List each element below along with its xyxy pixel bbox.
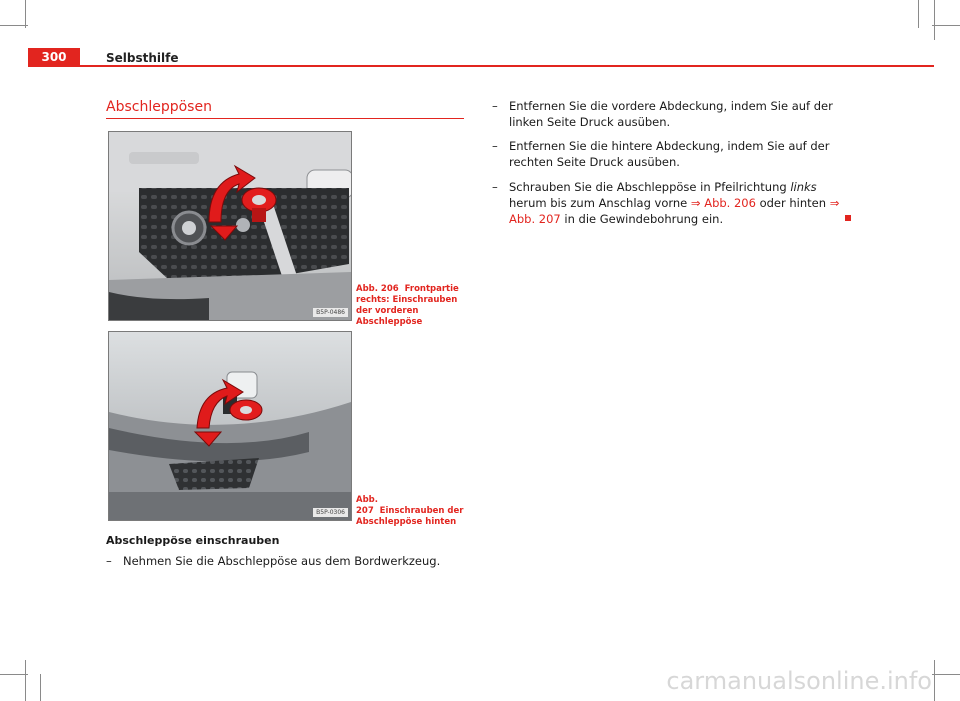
figure-caption <box>356 284 468 328</box>
figure-reference-link[interactable]: ⇒ Abb. 206 <box>690 196 756 210</box>
crop-mark <box>0 25 28 26</box>
list-item-text: Nehmen Sie die Abschleppöse aus dem Bordwerkzeug. <box>123 554 441 568</box>
figure-caption <box>356 495 468 528</box>
crop-mark <box>934 660 935 701</box>
figure-number: Abb. 207 <box>356 495 378 516</box>
page-number: 300 <box>41 50 67 64</box>
crop-mark <box>918 0 919 28</box>
crop-mark <box>25 660 26 701</box>
watermark: carmanualsonline.info <box>666 667 932 695</box>
figure-reference-link[interactable]: ⇒ Abb. 207 <box>509 196 840 226</box>
list-item <box>106 553 466 569</box>
crop-mark <box>25 0 26 28</box>
emphasis-text: links <box>790 180 817 194</box>
subsection-title: Abschleppöse einschrauben <box>106 534 280 547</box>
crop-mark <box>934 0 935 40</box>
crop-mark <box>0 674 28 675</box>
page-number-block <box>28 48 80 66</box>
list-dash: – <box>492 180 498 194</box>
list-dash: – <box>492 99 498 113</box>
figure-front-tow-hook <box>108 131 352 321</box>
list-item-text-part: in die Gewindebohrung ein. <box>564 212 724 226</box>
figure-code: B5P-0486 <box>313 308 348 317</box>
list-dash: – <box>106 554 112 568</box>
list-item-text-part: Schrauben Sie die Abschleppöse in Pfeilrichtung <box>509 180 787 194</box>
list-item-text <box>509 179 852 227</box>
section-title: Abschleppösen <box>106 99 212 115</box>
list-item-text-part: herum bis zum Anschlag vorne <box>509 196 688 210</box>
running-header: Selbsthilfe <box>106 51 179 65</box>
list-item-text-part: oder hinten <box>759 196 827 210</box>
list-item-text: Entfernen Sie die vordere Abdeckung, indem Sie auf der linken Seite Druck ausüben. <box>509 99 833 129</box>
section-rule <box>106 118 464 119</box>
list-item <box>492 179 852 227</box>
figure-code: B5P-0306 <box>313 508 348 517</box>
list-item-text: Entfernen Sie die hintere Abdeckung, indem Sie auf der rechten Seite Druck ausüben. <box>509 139 830 169</box>
figure-caption-text: Frontpartie rechts: Einschrauben der vorderen Abschleppöse <box>356 284 459 327</box>
header-rule <box>28 65 934 67</box>
figure-number: Abb. 206 <box>356 284 399 294</box>
end-of-section-marker <box>845 215 851 221</box>
figure-rear-tow-hook <box>108 331 352 521</box>
list-item <box>492 138 852 170</box>
list-dash: – <box>492 139 498 153</box>
crop-mark <box>932 674 960 675</box>
list-item <box>492 98 852 130</box>
crop-mark <box>932 25 960 26</box>
crop-mark <box>40 674 41 701</box>
figure-caption-text: Einschrauben der Abschleppöse hinten <box>356 506 464 527</box>
